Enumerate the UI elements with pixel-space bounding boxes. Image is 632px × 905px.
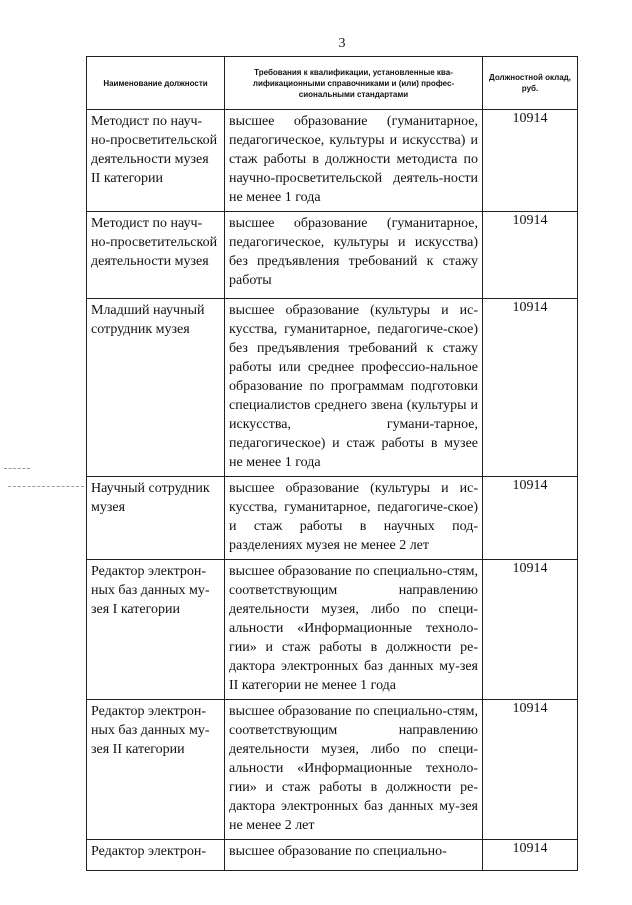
table-row	[87, 110, 578, 212]
requirements-cell: высшее образование по специально-стям, соответствующим направлению деятельности музея, либо по специ-альности «Информационные техноло-гии» и стаж работы в должности ре-дактора электронных баз данных му-зея II категории не менее 1 года	[225, 560, 483, 700]
page-number: 3	[338, 36, 346, 51]
requirements-cell: высшее образование по специально-	[225, 840, 483, 871]
position-cell: Редактор электрон-ных баз данных му-зея I категории	[87, 560, 225, 700]
scan-artifact-line	[8, 486, 84, 487]
table-row	[87, 299, 578, 477]
position-cell: Методист по науч-но-просветительской деятельности музея II категории	[87, 110, 225, 212]
salary-cell: 10914	[483, 212, 578, 299]
salary-cell: 10914	[483, 477, 578, 560]
table-row	[87, 840, 578, 871]
positions-table	[86, 56, 578, 871]
salary-cell: 10914	[483, 700, 578, 840]
salary-cell: 10914	[483, 840, 578, 871]
salary-cell: 10914	[483, 560, 578, 700]
position-cell: Методист по науч-но-просветительской деятельности музея	[87, 212, 225, 299]
table-row	[87, 700, 578, 840]
requirements-cell: высшее образование (культуры и ис-кусства, гуманитарное, педагогиче-ское) без предъявления требований к стажу работы или среднее профессио-нальное образование по программам подготовки специалистов среднего звена (культуры и искусства, гумани-тарное, педагогическое) и стаж работы в музее не менее 1 года	[225, 299, 483, 477]
requirements-cell: высшее образование (гуманитарное, педагогическое, культуры и искусства) без предъявления требований к стажу работы	[225, 212, 483, 299]
requirements-cell: высшее образование (гуманитарное, педагогическое, культуры и искусства) и стаж работы в должности методиста по научно-просветительской деятель-ности не менее 1 года	[225, 110, 483, 212]
requirements-cell: высшее образование по специально-стям, соответствующим направлению деятельности музея, либо по специ-альности «Информационные техноло-гии» и стаж работы в должности ре-дактора электронных баз данных му-зея не менее 2 лет	[225, 700, 483, 840]
position-cell: Редактор электрон-	[87, 840, 225, 871]
table-row	[87, 560, 578, 700]
scan-artifact-line	[4, 468, 30, 469]
position-cell: Младший научный сотрудник музея	[87, 299, 225, 477]
position-cell: Научный сотрудник музея	[87, 477, 225, 560]
header-position: Наименование должности	[87, 57, 225, 110]
position-cell: Редактор электрон-ных баз данных му-зея II категории	[87, 700, 225, 840]
header-requirements: Требования к квалификации, установленные ква-лификационными справочниками и (или) профес-сиональными стандартами	[225, 57, 483, 110]
header-salary: Должностной оклад, руб.	[483, 57, 578, 110]
table-header-row	[87, 57, 578, 110]
salary-cell: 10914	[483, 110, 578, 212]
requirements-cell: высшее образование (культуры и ис-кусства, гуманитарное, педагогиче-ское) и стаж работы в научных под-разделениях музея не менее 2 лет	[225, 477, 483, 560]
table-row	[87, 212, 578, 299]
salary-cell: 10914	[483, 299, 578, 477]
table-row	[87, 477, 578, 560]
